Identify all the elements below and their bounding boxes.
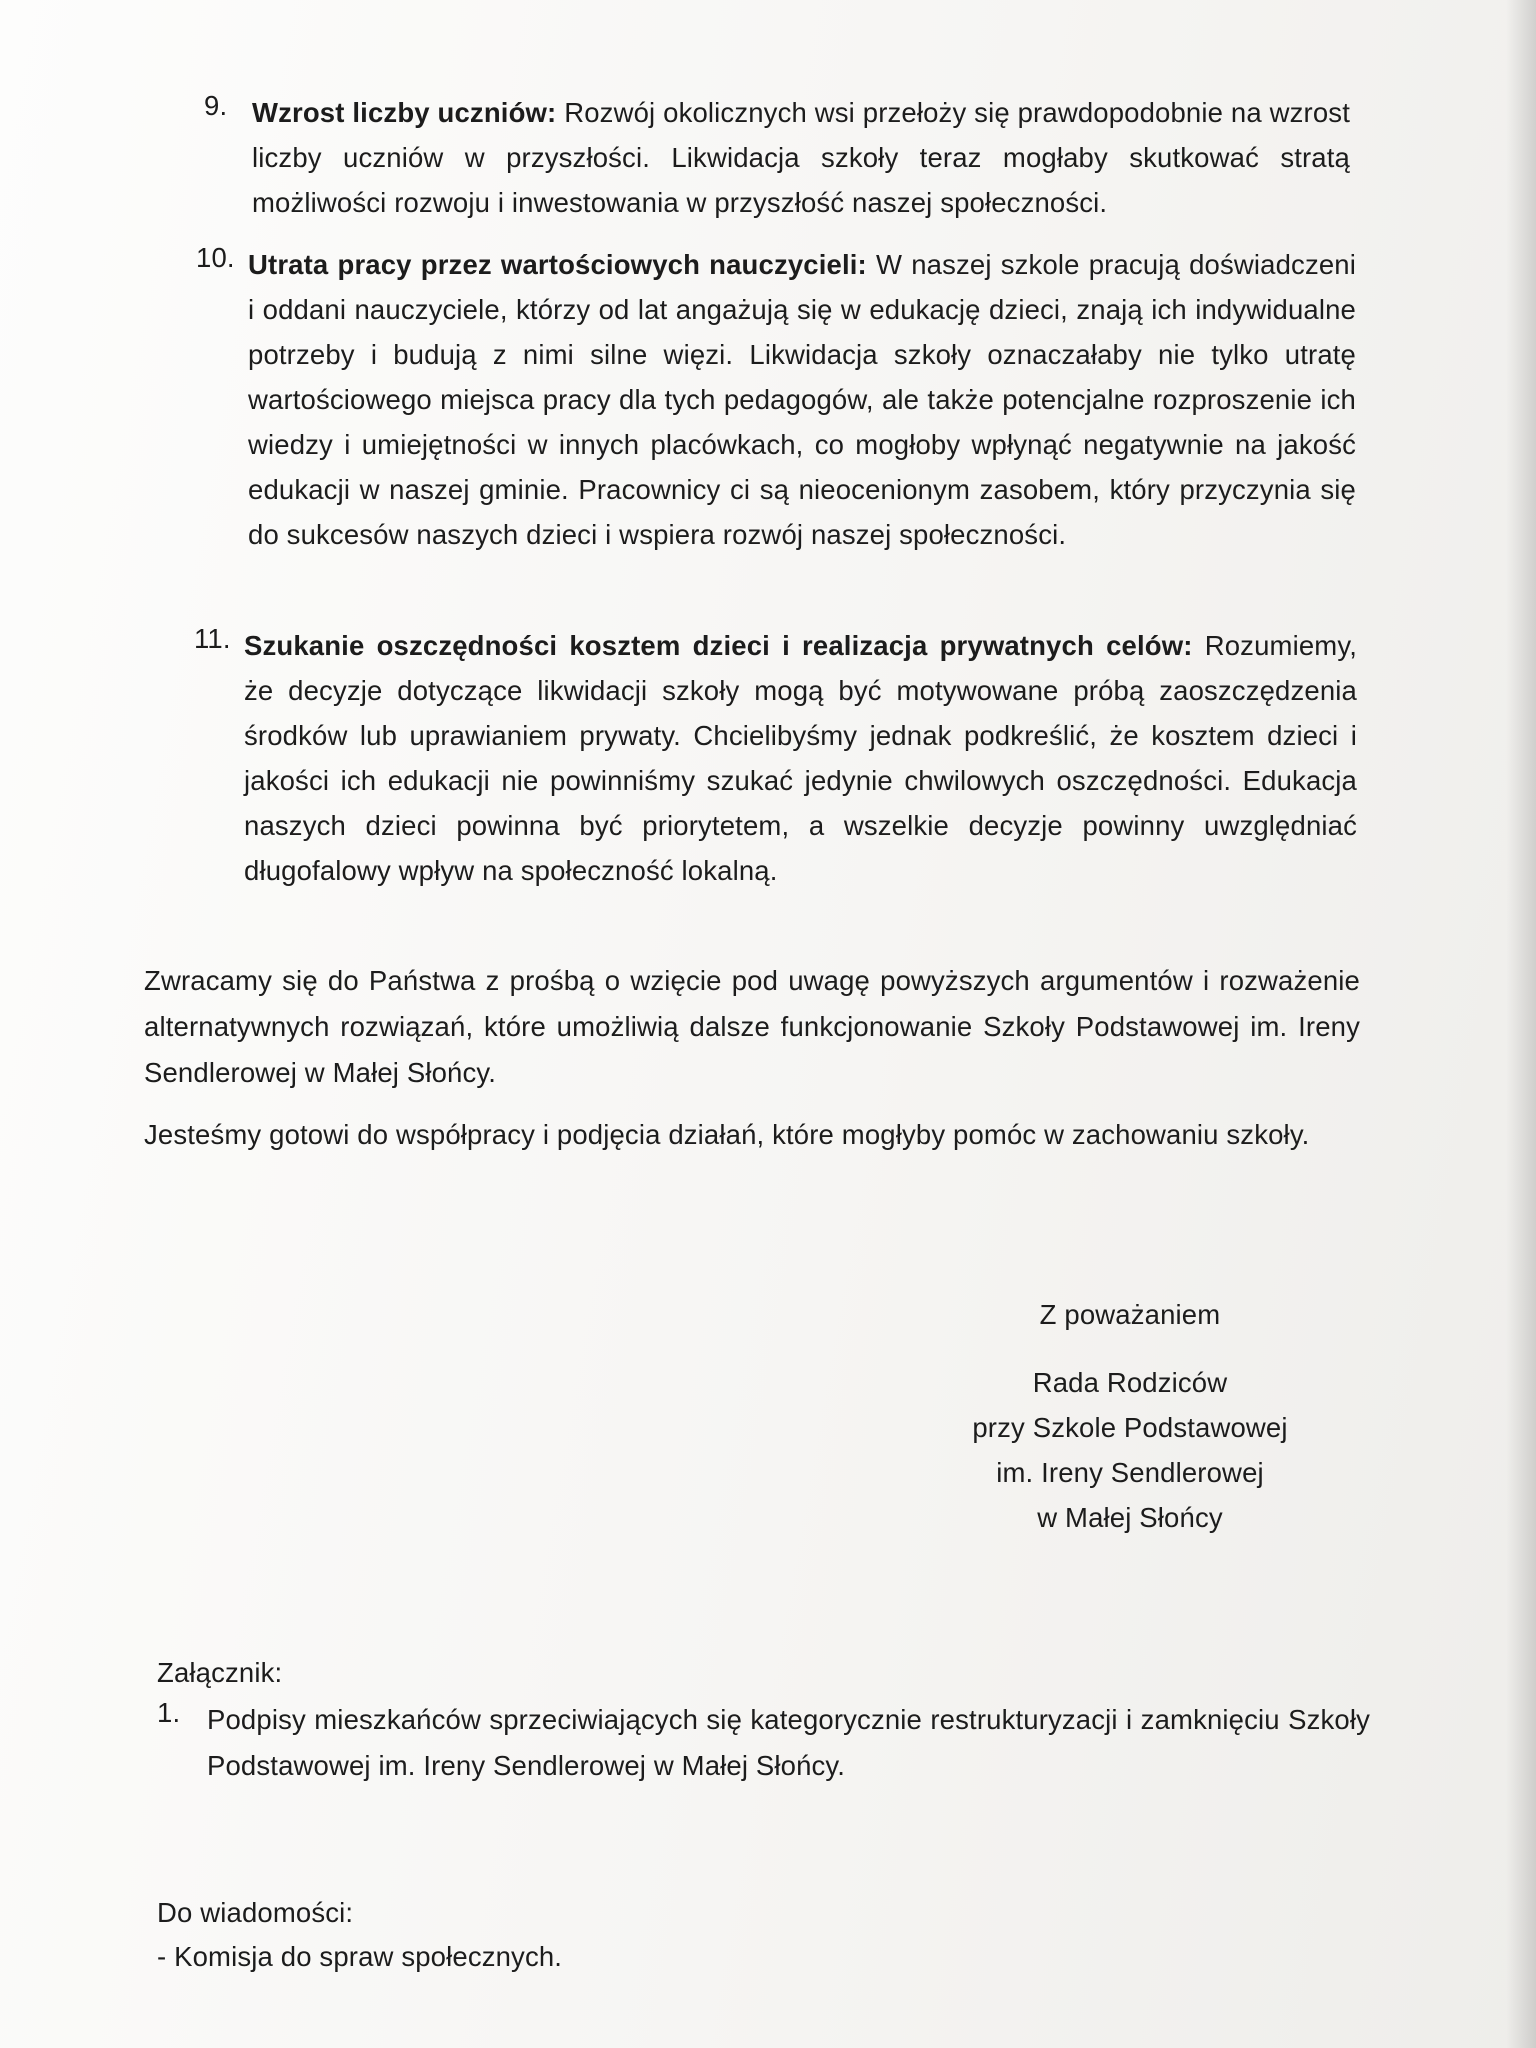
attachment-label: Załącznik:: [157, 1657, 283, 1688]
signatory-line: przy Szkole Podstawowej: [972, 1412, 1288, 1443]
list-item-text: W naszej szkole pracują doświadczeni i oddani nauczyciele, którzy od lat angażują się w edukację dzieci, znają ich indywidualne potrzeby i budują z nimi silne więzi. Likwidacja szkoły oznaczałaby nie tylko utratę wartościowego miejsca pracy dla tych pedagogów, ale także potencjalne rozproszenie ich wiedzy i umiejętności w innych placówkach, co mogłoby wpłynąć negatywnie na jakość edukacji w naszej gminie. Pracownicy ci są nieocenionym zasobem, który przyczynia się do sukcesów naszych dzieci i wspiera rozwój naszej społeczności.: [248, 249, 1356, 550]
list-item-11: [194, 623, 1357, 893]
list-item-text: Rozwój okolicznych wsi przełoży się prawdopodobnie na wzrost liczby uczniów w przyszłości. Likwidacja szkoły teraz mogłaby skutkować stratą możliwości rozwoju i inwestowania w przyszłość naszej społeczności.: [252, 97, 1350, 218]
attachment-item: [157, 1697, 1370, 1789]
signatory-block: [940, 1360, 1320, 1540]
list-item-body: [252, 90, 1350, 225]
cooperation-paragraph: Jesteśmy gotowi do współpracy i podjęcia działań, które mogłyby pomóc w zachowaniu szkoły.: [144, 1119, 1310, 1150]
signatory-line: im. Ireny Sendlerowej: [996, 1457, 1264, 1488]
list-item-number: 9.: [204, 90, 228, 121]
list-item-9: [204, 90, 1350, 225]
list-item-text: Rozumiemy, że decyzje dotyczące likwidacji szkoły mogą być motywowane próbą zaoszczędzenia środków lub uprawianiem prywaty. Chcielibyśmy jednak podkreślić, że kosztem dzieci i jakości ich edukacji nie powinniśmy szukać jedynie chwilowych oszczędności. Edukacja naszych dzieci powinna być priorytetem, a wszelkie decyzje powinny uwzględniać długofalowy wpływ na społeczność lokalną.: [244, 630, 1357, 886]
page-edge-shadow: [1506, 0, 1536, 2048]
list-item-body: [248, 242, 1356, 557]
attachment-item-number: 1.: [157, 1697, 181, 1728]
cc-item: - Komisja do spraw społecznych.: [157, 1941, 563, 1972]
list-item-10: [196, 242, 1356, 557]
request-paragraph: Zwracamy się do Państwa z prośbą o wzięcie pod uwagę powyższych argumentów i rozważenie alternatywnych rozwiązań, które umożliwią dalsze funkcjonowanie Szkoły Podstawowej im. Ireny Sendlerowej w Małej Słońcy.: [144, 965, 1360, 1088]
list-item-number: 10.: [196, 242, 235, 273]
signatory-line: Rada Rodziców: [1032, 1367, 1228, 1398]
list-item-body: [244, 623, 1357, 893]
closing-salutation: Z poważaniem: [1039, 1299, 1221, 1330]
attachment-item-text: Podpisy mieszkańców sprzeciwiających się kategorycznie restrukturyzacji i zamknięciu Szkoły Podstawowej im. Ireny Sendlerowej w Małej Słońcy.: [207, 1704, 1370, 1781]
signatory-line: w Małej Słońcy: [1037, 1502, 1223, 1533]
list-item-heading: Wzrost liczby uczniów:: [252, 97, 557, 128]
list-item-heading: Szukanie oszczędności kosztem dzieci i realizacja prywatnych celów:: [244, 630, 1193, 661]
list-item-heading: Utrata pracy przez wartościowych nauczycieli:: [248, 249, 867, 280]
cc-label: Do wiadomości:: [157, 1897, 354, 1928]
list-item-number: 11.: [194, 623, 231, 654]
